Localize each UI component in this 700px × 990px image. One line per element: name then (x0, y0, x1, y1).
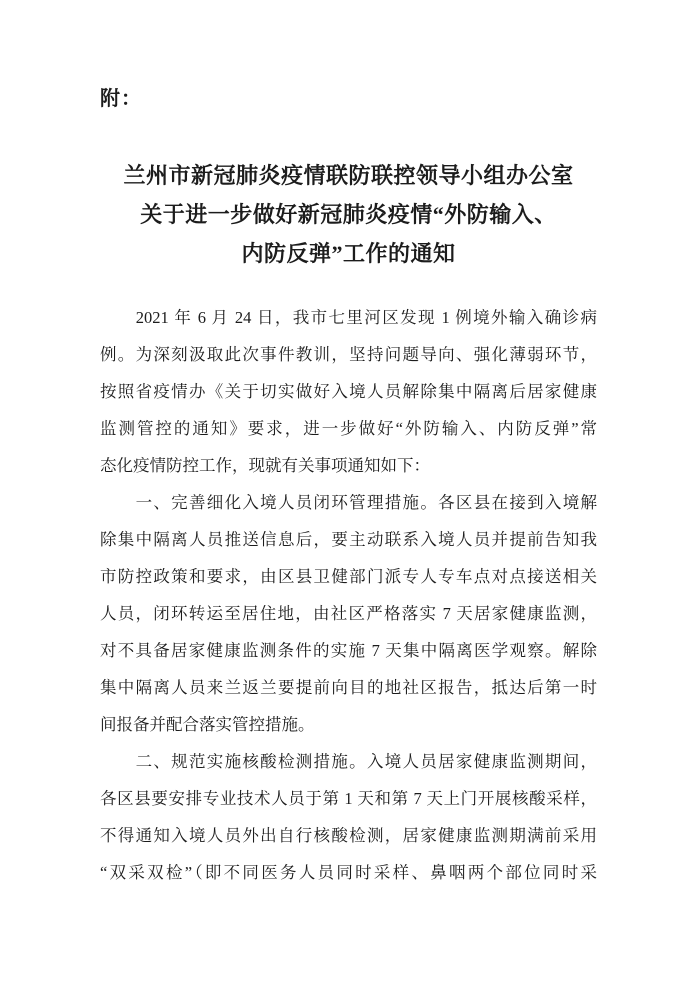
body-line: 监测管控的通知》要求，进一步做好“外防输入、内防反弹”常 (100, 419, 597, 438)
body-line: 一、完善细化入境人员闭环管理措施。各区县在接到入境解 (100, 493, 597, 512)
attachment-label: 附： (100, 88, 142, 110)
body-line: “双采双检”（即不同医务人员同时采样、鼻咽两个部位同时采 (100, 863, 597, 882)
body-line: 除集中隔离人员推送信息后，要主动联系入境人员并提前告知我 (100, 530, 597, 549)
body-line: 例。为深刻汲取此次事件教训，坚持问题导向、强化薄弱环节， (100, 345, 597, 364)
document-title (100, 156, 597, 273)
body-line: 二、规范实施核酸检测措施。入境人员居家健康监测期间， (100, 752, 597, 771)
body-line: 市防控政策和要求，由区县卫健部门派专人专车点对点接送相关 (100, 567, 597, 586)
body-line: 各区县要安排专业技术人员于第 1 天和第 7 天上门开展核酸采样， (100, 789, 597, 808)
title-line: 兰州市新冠肺炎疫情联防联控领导小组办公室 (123, 163, 574, 188)
document-body (100, 299, 597, 891)
body-line: 对不具备居家健康监测条件的实施 7 天集中隔离医学观察。解除 (100, 641, 597, 660)
body-line: 集中隔离人员来兰返兰要提前向目的地社区报告，抵达后第一时 (100, 678, 597, 697)
body-line: 按照省疫情办《关于切实做好入境人员解除集中隔离后居家健康 (100, 382, 597, 401)
title-line: 内防反弹”工作的通知 (241, 241, 456, 266)
body-line: 态化疫情防控工作，现就有关事项通知如下： (100, 456, 430, 475)
body-line: 间报备并配合落实管控措施。 (100, 715, 315, 734)
body-line: 2021 年 6 月 24 日，我市七里河区发现 1 例境外输入确诊病 (100, 308, 597, 327)
body-line: 人员，闭环转运至居住地，由社区严格落实 7 天居家健康监测， (100, 604, 597, 623)
body-line: 不得通知入境人员外出自行核酸检测，居家健康监测期满前采用 (100, 826, 597, 845)
title-line: 关于进一步做好新冠肺炎疫情“外防输入、 (140, 202, 557, 227)
